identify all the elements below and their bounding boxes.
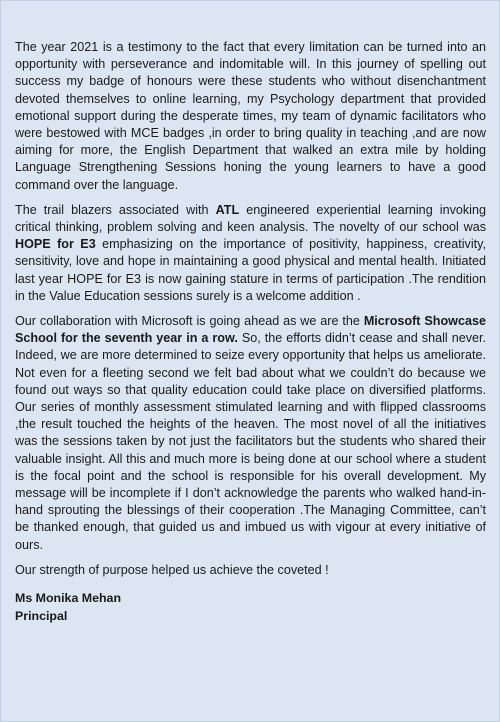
microsoft-bold: Microsoft Showcase School for the seventh year in a row. <box>15 314 486 346</box>
p2-text-c: emphasizing on the importance of positivity, happiness, creativity, sensitivity, love and hope in maintaining a good physical and mental health. Initiated last year HOPE for E3 is now gaining stature in terms of participation .The rendition in the Value Education sessions surely is a welcome addition . <box>15 237 486 303</box>
paragraph-closing: Our strength of purpose helped us achieve the coveted ! <box>15 562 329 577</box>
hope-bold: HOPE for E3 <box>15 237 96 252</box>
signature-name: Ms Monika Mehan <box>15 591 122 606</box>
atl-bold: ATL <box>215 202 240 217</box>
signature-title: Principal <box>15 609 68 624</box>
p2-text-b: engineered experiential learning invoking critical thinking, problem solving and keen analysis. The novelty of our school was <box>15 202 486 235</box>
p2-text-a: The trail blazers associated with <box>15 202 216 217</box>
paragraph-intro: The year 2021 is a testimony to the fact that every limitation can be turned into an opportunity with perseverance and indomitable will. In this journey of spelling out success my badge of honours were these students who without disenchantment devoted themselves to online learning, my Psychology department that provided emotional support during the desperate times, my team of dynamic facilitators who were bestowed with MCE badges ,in order to bring quality in teaching ,and are now aiming for more, the English Department that walked an extra mile by holding Language Strengthening Sessions honing the young learners to have a good command over the language. <box>15 40 486 192</box>
p3-text-b: So, the efforts didn’t cease and shall never. Indeed, we are more determined to seize every opportunity that helps us ameliorate. Not even for a fleeting second we felt bad about what we couldn’t do because we found out ways so that quality education could take place on diversified platforms. Our series of monthly assessment stimulated learning and with flipped classrooms ,the result touched the heights of the heaven. The most novel of all the initiatives was the sessions taken by not just the facilitators but the students who shared their valuable insight. All this and much more is being done at our school where a student is the focal point and the school is responsible for his overall development. My message will be incomplete if I don’t acknowledge the parents who walked hand-in-hand sprouting the blessings of their cooperation .The Managing Committee, can’t be thanked enough, that guided us and imbued us with vigour at every initiative of ours. <box>15 331 487 552</box>
paragraph-atl-hope <box>15 202 486 305</box>
paragraph-microsoft <box>15 313 486 554</box>
p3-text-a: Our collaboration with Microsoft is going ahead as we are the <box>15 314 364 329</box>
